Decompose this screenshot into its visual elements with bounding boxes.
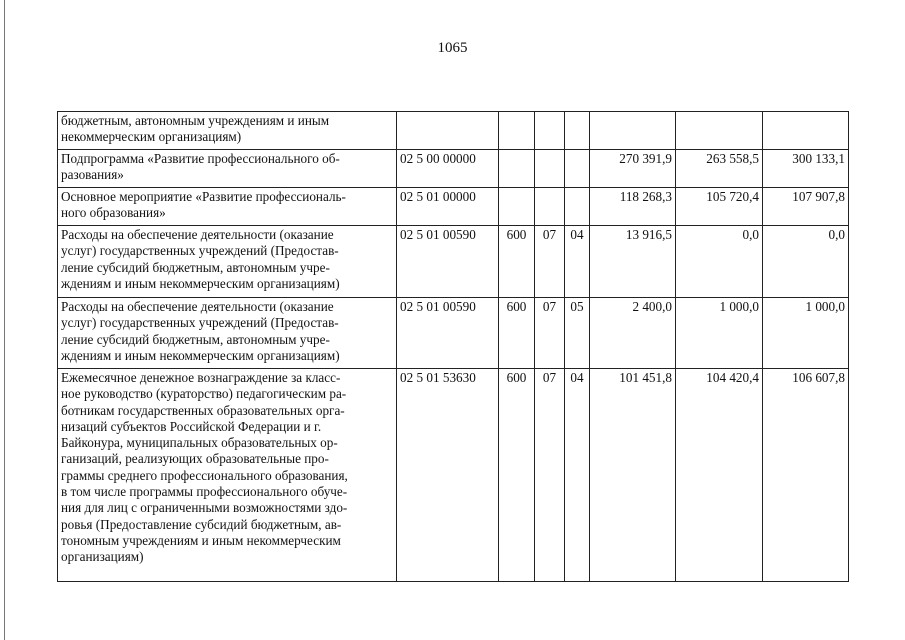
row-amount-3: 106 607,8: [763, 369, 849, 582]
row-code: [397, 112, 499, 150]
row-amount-3: [763, 112, 849, 150]
row-rz: 07: [535, 369, 565, 582]
row-pr: [565, 188, 590, 226]
row-rz: [535, 150, 565, 188]
row-vr: [499, 112, 535, 150]
row-code: 02 5 00 00000: [397, 150, 499, 188]
row-vr: [499, 188, 535, 226]
row-vr: 600: [499, 298, 535, 369]
row-amount-2: 1 000,0: [676, 298, 763, 369]
row-rz: [535, 188, 565, 226]
row-pr: [565, 112, 590, 150]
row-amount-2: 263 558,5: [676, 150, 763, 188]
row-code: 02 5 01 00590: [397, 298, 499, 369]
row-name: Расходы на обеспечение деятельности (оказание услуг) государственных учреждений (Предостав- ление субсидий бюджетным, автономным учре- ждениям и иным некоммерческим организациям): [58, 226, 397, 298]
row-rz: [535, 112, 565, 150]
row-amount-3: 0,0: [763, 226, 849, 298]
row-amount-2: 0,0: [676, 226, 763, 298]
table-row: [58, 150, 849, 188]
row-code: 02 5 01 53630: [397, 369, 499, 582]
row-amount-3: 1 000,0: [763, 298, 849, 369]
row-amount-1: 118 268,3: [590, 188, 676, 226]
row-code: 02 5 01 00000: [397, 188, 499, 226]
row-name: Ежемесячное денежное вознаграждение за класс- ное руководство (кураторство) педагогическим ра- ботникам государственных образовательных орга- низаций субъектов Российской Федерации и г. Байконура, муниципальных образовательных ор- ганизаций, реализующих образовательные про- граммы среднего профессионального образования, в том числе программы профессионального обуче- ния для лиц с ограниченными возможностями здо- ровья (Предоставление субсидий бюджетным, ав- тономным учреждениям и иным некоммерческим организациям): [58, 369, 397, 582]
table-row: [58, 298, 849, 369]
row-amount-1: 2 400,0: [590, 298, 676, 369]
row-name: Подпрограмма «Развитие профессионального об- разования»: [58, 150, 397, 188]
row-amount-1: 270 391,9: [590, 150, 676, 188]
page-edge-rule: [4, 0, 5, 640]
row-vr: 600: [499, 226, 535, 298]
row-amount-3: 107 907,8: [763, 188, 849, 226]
row-name: бюджетным, автономным учреждениям и иным некоммерческим организациям): [58, 112, 397, 150]
row-amount-1: 13 916,5: [590, 226, 676, 298]
row-pr: 05: [565, 298, 590, 369]
row-vr: [499, 150, 535, 188]
row-name: Основное мероприятие «Развитие профессиональ- ного образования»: [58, 188, 397, 226]
row-rz: 07: [535, 226, 565, 298]
row-vr: 600: [499, 369, 535, 582]
row-amount-2: [676, 112, 763, 150]
row-amount-2: 105 720,4: [676, 188, 763, 226]
row-pr: 04: [565, 226, 590, 298]
table-row: [58, 226, 849, 298]
table-row: [58, 188, 849, 226]
row-amount-1: [590, 112, 676, 150]
row-pr: [565, 150, 590, 188]
table-row: [58, 369, 849, 582]
row-amount-1: 101 451,8: [590, 369, 676, 582]
row-rz: 07: [535, 298, 565, 369]
budget-table: [57, 111, 849, 582]
table-row: [58, 112, 849, 150]
row-code: 02 5 01 00590: [397, 226, 499, 298]
row-amount-2: 104 420,4: [676, 369, 763, 582]
row-amount-3: 300 133,1: [763, 150, 849, 188]
row-name: Расходы на обеспечение деятельности (оказание услуг) государственных учреждений (Предостав- ление субсидий бюджетным, автономным учре- ждениям и иным некоммерческим организациям): [58, 298, 397, 369]
row-pr: 04: [565, 369, 590, 582]
page-number: 1065: [437, 40, 468, 56]
